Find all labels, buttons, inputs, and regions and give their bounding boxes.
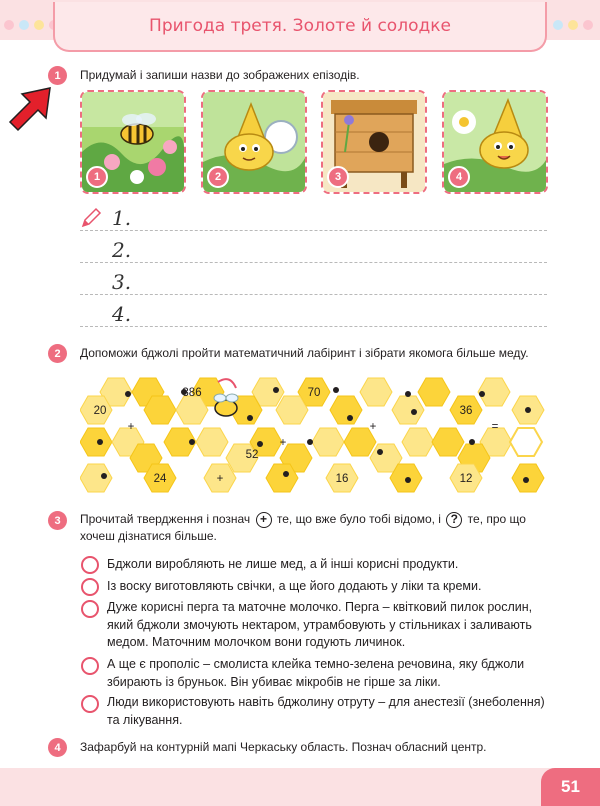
picture-number-4: 4 [448,166,470,188]
maze-operator: = [491,421,499,433]
maze-value: 36 [459,405,473,417]
task-number-2: 2 [48,344,67,363]
footer-band [0,768,600,806]
writing-line-number-2: 2. [112,238,132,262]
maze-operator: + [369,421,377,433]
decorative-dots-right [553,20,593,34]
pencil-icon [80,207,102,229]
picture-number-2: 2 [207,166,229,188]
page-title: Пригода третя. Золоте й солодке [149,16,451,36]
task-4-instruction: Зафарбуй на контурній мапі Черкаську область. Познач обласний центр. [80,740,487,754]
statement-2-checkbox[interactable] [81,578,99,596]
statement-5-checkbox[interactable] [81,695,99,713]
episode-picture-1 [80,90,186,194]
picture-number-1: 1 [86,166,108,188]
writing-line-number-4: 4. [112,302,132,326]
page-title-box [53,2,547,52]
writing-line-2[interactable] [80,262,547,263]
question-icon: ? [446,512,462,528]
honeycomb-maze[interactable] [80,372,550,502]
task-3-instruction [80,511,550,545]
statement-5-text: Люди використовують навіть бджолину отруту – для анестезії (знеболення) та лікування. [107,695,545,727]
task-number-3: 3 [48,511,67,530]
picture-number-3: 3 [327,166,349,188]
maze-operator: + [216,473,224,485]
episode-picture-3 [321,90,427,194]
statement-4-text: А ще є прополіс – смолиста клейка темно-зелена речовина, яку бджоли збирають із бруньок. Він убиває мікробів не гірше за ліки. [107,657,525,689]
task-number-1: 1 [48,66,67,85]
episode-picture-2 [201,90,307,194]
maze-value: 12 [459,473,473,485]
task-number-4: 4 [48,738,67,757]
task-2-instruction: Допоможи бджолі пройти математичний лабіринт і зібрати якомога більше меду. [80,346,529,360]
comb-row-5 [80,464,544,492]
page-number-tab [541,768,600,806]
writing-line-number-3: 3. [112,270,132,294]
red-arrow-icon [6,86,52,134]
writing-line-3[interactable] [80,294,547,295]
maze-operator: + [279,437,287,449]
writing-line-number-1: 1. [112,206,132,230]
task-3-text-part-1: Прочитай твердження і познач [80,512,251,526]
statement-3-text: Дуже корисні перга та маточне молочко. Перга – квітковий пилок рослин, який бджоли змочують нектаром, утрамбовують у стільниках і заливають медом. Маточним молочком вони годують личинок. [107,600,533,649]
statement-1-checkbox[interactable] [81,556,99,574]
statement-4-checkbox[interactable] [81,657,99,675]
statement-1-text: Бджоли виробляють не лише мед, а й інші корисні продукти. [107,557,459,571]
maze-value: 52 [245,449,259,461]
task-3-text-part-3: те, про що хочеш дізнатися більше. [80,512,526,543]
episode-picture-4 [442,90,548,194]
page-number: 51 [561,777,580,796]
writing-line-4[interactable] [80,326,547,327]
statement-3-checkbox[interactable] [81,600,99,618]
maze-value: 20 [93,405,107,417]
maze-value: 16 [335,473,349,485]
maze-operator: + [127,421,135,433]
writing-line-1[interactable] [80,230,547,231]
maze-value: 70 [307,387,321,399]
task-1-instruction: Придумай і запиши назви до зображених епізодів. [80,68,360,82]
statement-2-text: Із воску виготовляють свічки, а ще його додають у ліки та креми. [107,579,482,593]
plus-icon: + [256,512,272,528]
maze-value: 24 [153,473,167,485]
maze-value: 386 [182,387,202,399]
task-3-text-part-2: те, що вже було тобі відомо, і [276,512,441,526]
